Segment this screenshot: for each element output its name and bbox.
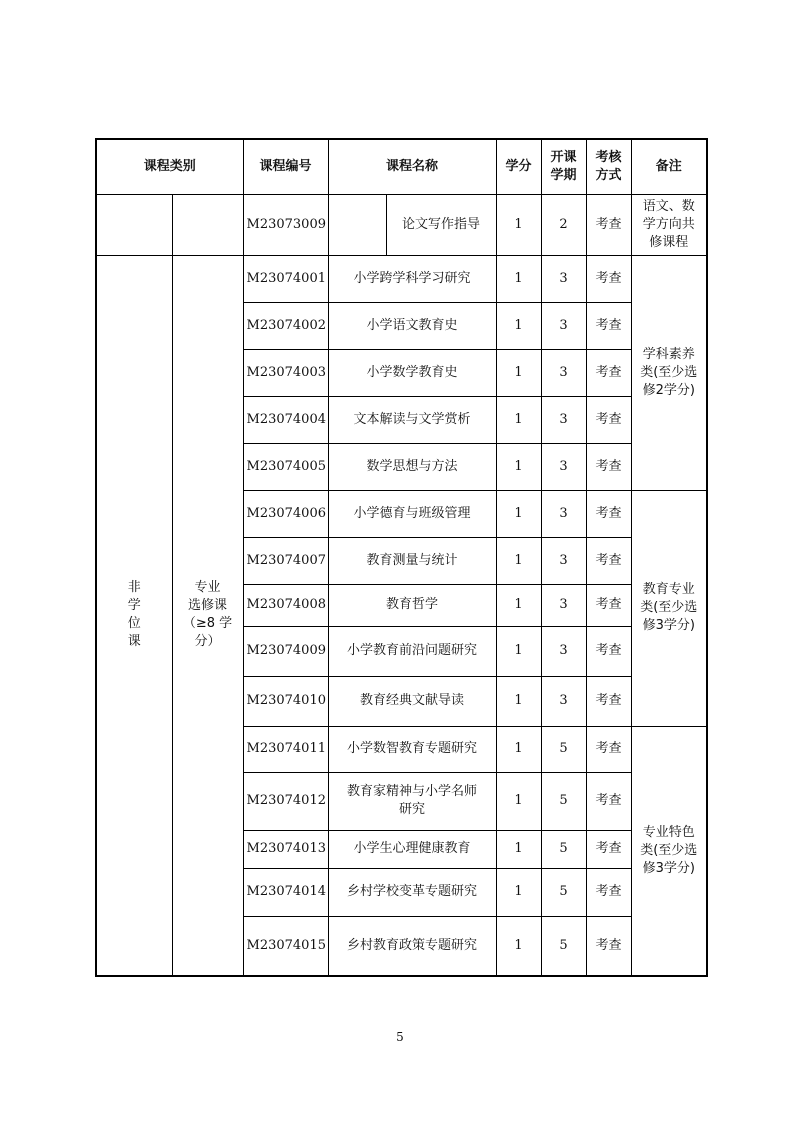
course-semester: 5 xyxy=(541,916,586,976)
course-code: M23074015 xyxy=(243,916,328,976)
course-assessment: 考查 xyxy=(586,194,631,255)
header-note: 备注 xyxy=(631,139,707,194)
table-row xyxy=(96,255,707,302)
group-note: 专业特色 类(至少选 修3学分) xyxy=(631,726,707,976)
course-credit: 1 xyxy=(496,443,541,490)
course-assessment: 考查 xyxy=(586,443,631,490)
header-category: 课程类别 xyxy=(96,139,243,194)
course-table xyxy=(95,138,708,977)
header-row xyxy=(96,139,707,194)
table-row xyxy=(96,194,707,255)
course-semester: 5 xyxy=(541,726,586,772)
course-code: M23074014 xyxy=(243,868,328,916)
course-credit: 1 xyxy=(496,490,541,537)
course-semester: 3 xyxy=(541,396,586,443)
course-semester: 3 xyxy=(541,349,586,396)
course-code: M23074011 xyxy=(243,726,328,772)
course-assessment: 考查 xyxy=(586,916,631,976)
course-name: 乡村教育政策专题研究 xyxy=(328,916,496,976)
course-code: M23073009 xyxy=(243,194,328,255)
course-credit: 1 xyxy=(496,676,541,726)
course-assessment: 考查 xyxy=(586,349,631,396)
course-code: M23074009 xyxy=(243,626,328,676)
course-name: 小学数学教育史 xyxy=(328,349,496,396)
course-credit: 1 xyxy=(496,830,541,868)
course-assessment: 考查 xyxy=(586,772,631,830)
course-credit: 1 xyxy=(496,194,541,255)
page-number: 5 xyxy=(396,1030,404,1044)
course-name: 数学思想与方法 xyxy=(328,443,496,490)
course-credit: 1 xyxy=(496,772,541,830)
course-assessment: 考查 xyxy=(586,490,631,537)
course-assessment: 考查 xyxy=(586,726,631,772)
course-assessment: 考查 xyxy=(586,255,631,302)
course-semester: 3 xyxy=(541,676,586,726)
course-code: M23074007 xyxy=(243,537,328,584)
course-credit: 1 xyxy=(496,396,541,443)
course-code: M23074006 xyxy=(243,490,328,537)
course-semester: 3 xyxy=(541,255,586,302)
course-semester: 3 xyxy=(541,490,586,537)
course-credit: 1 xyxy=(496,916,541,976)
course-code: M23074005 xyxy=(243,443,328,490)
course-semester: 3 xyxy=(541,537,586,584)
header-name: 课程名称 xyxy=(328,139,496,194)
course-code: M23074001 xyxy=(243,255,328,302)
header-semester: 开课 学期 xyxy=(541,139,586,194)
course-credit: 1 xyxy=(496,584,541,626)
group-note: 教育专业 类(至少选 修3学分) xyxy=(631,490,707,726)
course-name: 文本解读与文学赏析 xyxy=(328,396,496,443)
course-credit: 1 xyxy=(496,626,541,676)
header-assessment: 考核 方式 xyxy=(586,139,631,194)
course-code: M23074004 xyxy=(243,396,328,443)
course-assessment: 考查 xyxy=(586,676,631,726)
course-name: 小学德育与班级管理 xyxy=(328,490,496,537)
course-credit: 1 xyxy=(496,537,541,584)
course-credit: 1 xyxy=(496,302,541,349)
sub-category: 专业 选修课 （≥8 学 分） xyxy=(172,255,243,976)
course-code: M23074003 xyxy=(243,349,328,396)
header-credit: 学分 xyxy=(496,139,541,194)
course-name: 教育哲学 xyxy=(328,584,496,626)
course-credit: 1 xyxy=(496,349,541,396)
course-semester: 3 xyxy=(541,626,586,676)
group-note: 学科素养 类(至少选 修2学分) xyxy=(631,255,707,490)
course-name: 教育家精神与小学名师 研究 xyxy=(328,772,496,830)
course-credit: 1 xyxy=(496,868,541,916)
course-name: 小学数智教育专题研究 xyxy=(328,726,496,772)
course-credit: 1 xyxy=(496,726,541,772)
main-category: 非 学 位 课 xyxy=(96,255,172,976)
course-name: 教育测量与统计 xyxy=(328,537,496,584)
course-name: 论文写作指导 xyxy=(386,194,496,255)
course-name: 教育经典文献导读 xyxy=(328,676,496,726)
course-code: M23074013 xyxy=(243,830,328,868)
course-code: M23074002 xyxy=(243,302,328,349)
course-name: 小学教育前沿问题研究 xyxy=(328,626,496,676)
course-code: M23074008 xyxy=(243,584,328,626)
course-name: 小学生心理健康教育 xyxy=(328,830,496,868)
course-assessment: 考查 xyxy=(586,537,631,584)
course-name: 小学语文教育史 xyxy=(328,302,496,349)
course-credit: 1 xyxy=(496,255,541,302)
course-semester: 5 xyxy=(541,772,586,830)
course-semester: 2 xyxy=(541,194,586,255)
course-assessment: 考查 xyxy=(586,302,631,349)
empty-cell xyxy=(172,194,243,255)
course-semester: 5 xyxy=(541,830,586,868)
empty-cell xyxy=(328,194,386,255)
course-assessment: 考查 xyxy=(586,396,631,443)
course-code: M23074010 xyxy=(243,676,328,726)
course-semester: 3 xyxy=(541,302,586,349)
course-assessment: 考查 xyxy=(586,584,631,626)
course-assessment: 考查 xyxy=(586,626,631,676)
course-note: 语文、数 学方向共 修课程 xyxy=(631,194,707,255)
course-name: 乡村学校变革专题研究 xyxy=(328,868,496,916)
course-assessment: 考查 xyxy=(586,868,631,916)
course-code: M23074012 xyxy=(243,772,328,830)
empty-cell xyxy=(96,194,172,255)
course-semester: 3 xyxy=(541,584,586,626)
course-semester: 5 xyxy=(541,868,586,916)
course-semester: 3 xyxy=(541,443,586,490)
header-code: 课程编号 xyxy=(243,139,328,194)
course-name: 小学跨学科学习研究 xyxy=(328,255,496,302)
course-assessment: 考查 xyxy=(586,830,631,868)
